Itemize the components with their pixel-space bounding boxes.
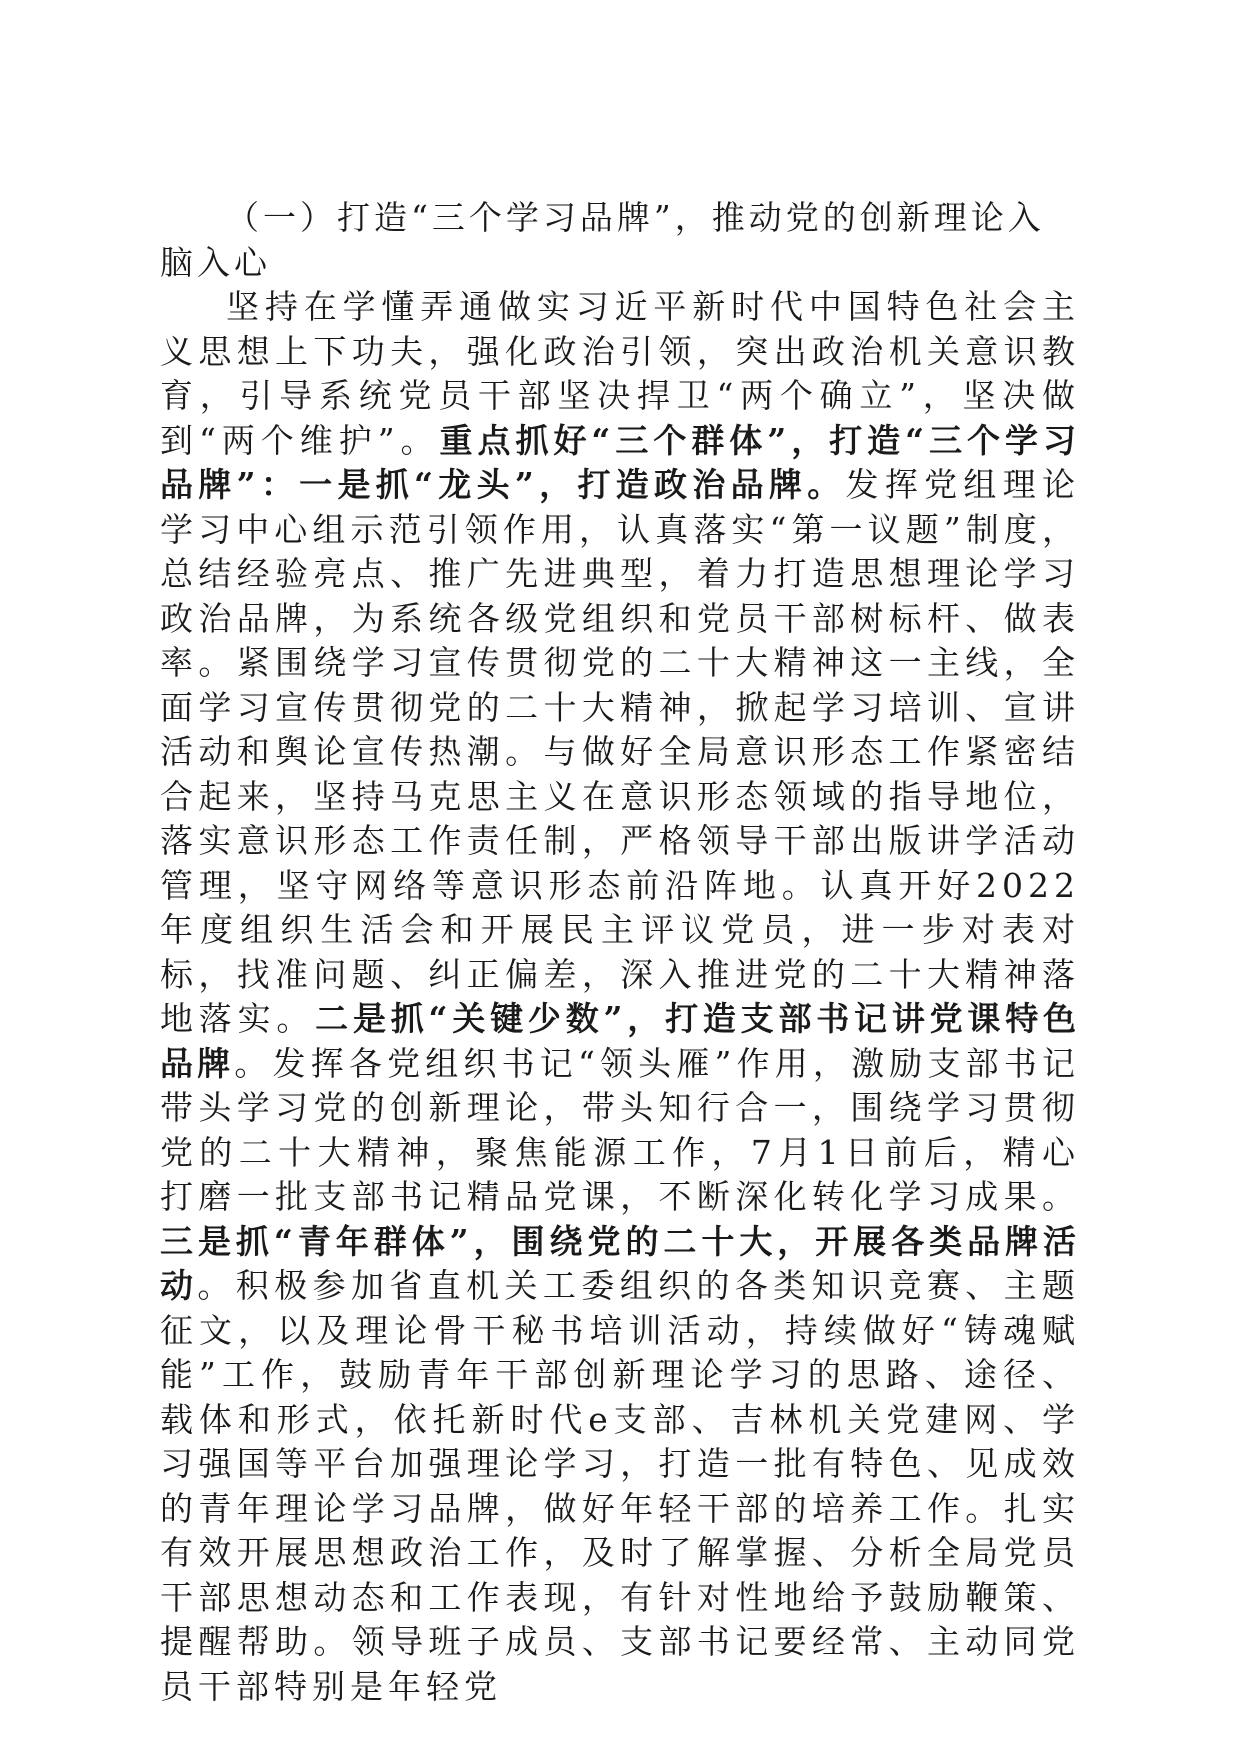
paragraph-bold-2: 二是抓“关键少数”，打造支部书记讲党课特色品牌 <box>160 999 1080 1083</box>
section-heading: （一）打造“三个学习品牌”，推动党的创新理论入脑入心 <box>160 198 1045 282</box>
paragraph-text-4: 。积极参加省直机关工委组织的各类知识竞赛、主题征文，以及理论骨干秘书培训活动，持续做好“铸魂赋能”工作，鼓励青年干部创新理论学习的思路、途径、载体和形式，依托新时代e支部、吉林机关党建网、学习强国等平台加强理论学习，打造一批有特色、见成效的青年理论学习品牌，做好年轻干部的培养工作。扎实有效开展思想政治工作，及时了解掌握、分析全局党员干部思想动态和工作表现，有针对性地给予鼓励鞭策、提醒帮助。领导班子成员、支部书记要经常、主动同党员干部特别是年轻党 <box>160 1266 1081 1706</box>
paragraph-text-3: 。发挥各党组织书记“领头雁”作用，激励支部书记带头学习党的创新理论，带头知行合一，围绕学习贯彻党的二十大精神，聚焦能源工作，7月1日前后，精心打磨一批支部书记精品党课，不断深化转化学习成果。 <box>160 1043 1080 1216</box>
body-paragraph <box>160 285 1080 1709</box>
paragraph-text-1: 坚持在学懂弄通做实习近平新时代中国特色社会主义思想上下功夫，强化政治引领，突出政治机关意识教育，引导系统党员干部坚决捍卫“两个确立”，坚决做到“两个维护”。 <box>160 287 1080 460</box>
paragraph-bold-3: 三是抓“青年群体”，围绕党的二十大，开展各类品牌活动 <box>160 1221 1080 1305</box>
document-page <box>160 196 1080 1709</box>
paragraph-text-2: 发挥党组理论学习中心组示范引领作用，认真落实“第一议题”制度，总结经验亮点、推广先进典型，着力打造思想理论学习政治品牌，为系统各级党组织和党员干部树标杆、做表率。紧围绕学习宣传贯彻党的二十大精神这一主线，全面学习宣传贯彻党的二十大精神，掀起学习培训、宣讲活动和舆论宣传热潮。与做好全局意识形态工作紧密结合起来，坚持马克思主义在意识形态领域的指导地位，落实意识形态工作责任制，严格领导干部出版讲学活动管理，坚守网络等意识形态前沿阵地。认真开好2022年度组织生活会和开展民主评议党员，进一步对表对标，找准问题、纠正偏差，深入推进党的二十大精神落地落实。 <box>160 465 1080 1038</box>
paragraph-bold-1: 重点抓好“三个群体”，打造“三个学习品牌”：一是抓“龙头”，打造政治品牌。 <box>160 420 1080 504</box>
